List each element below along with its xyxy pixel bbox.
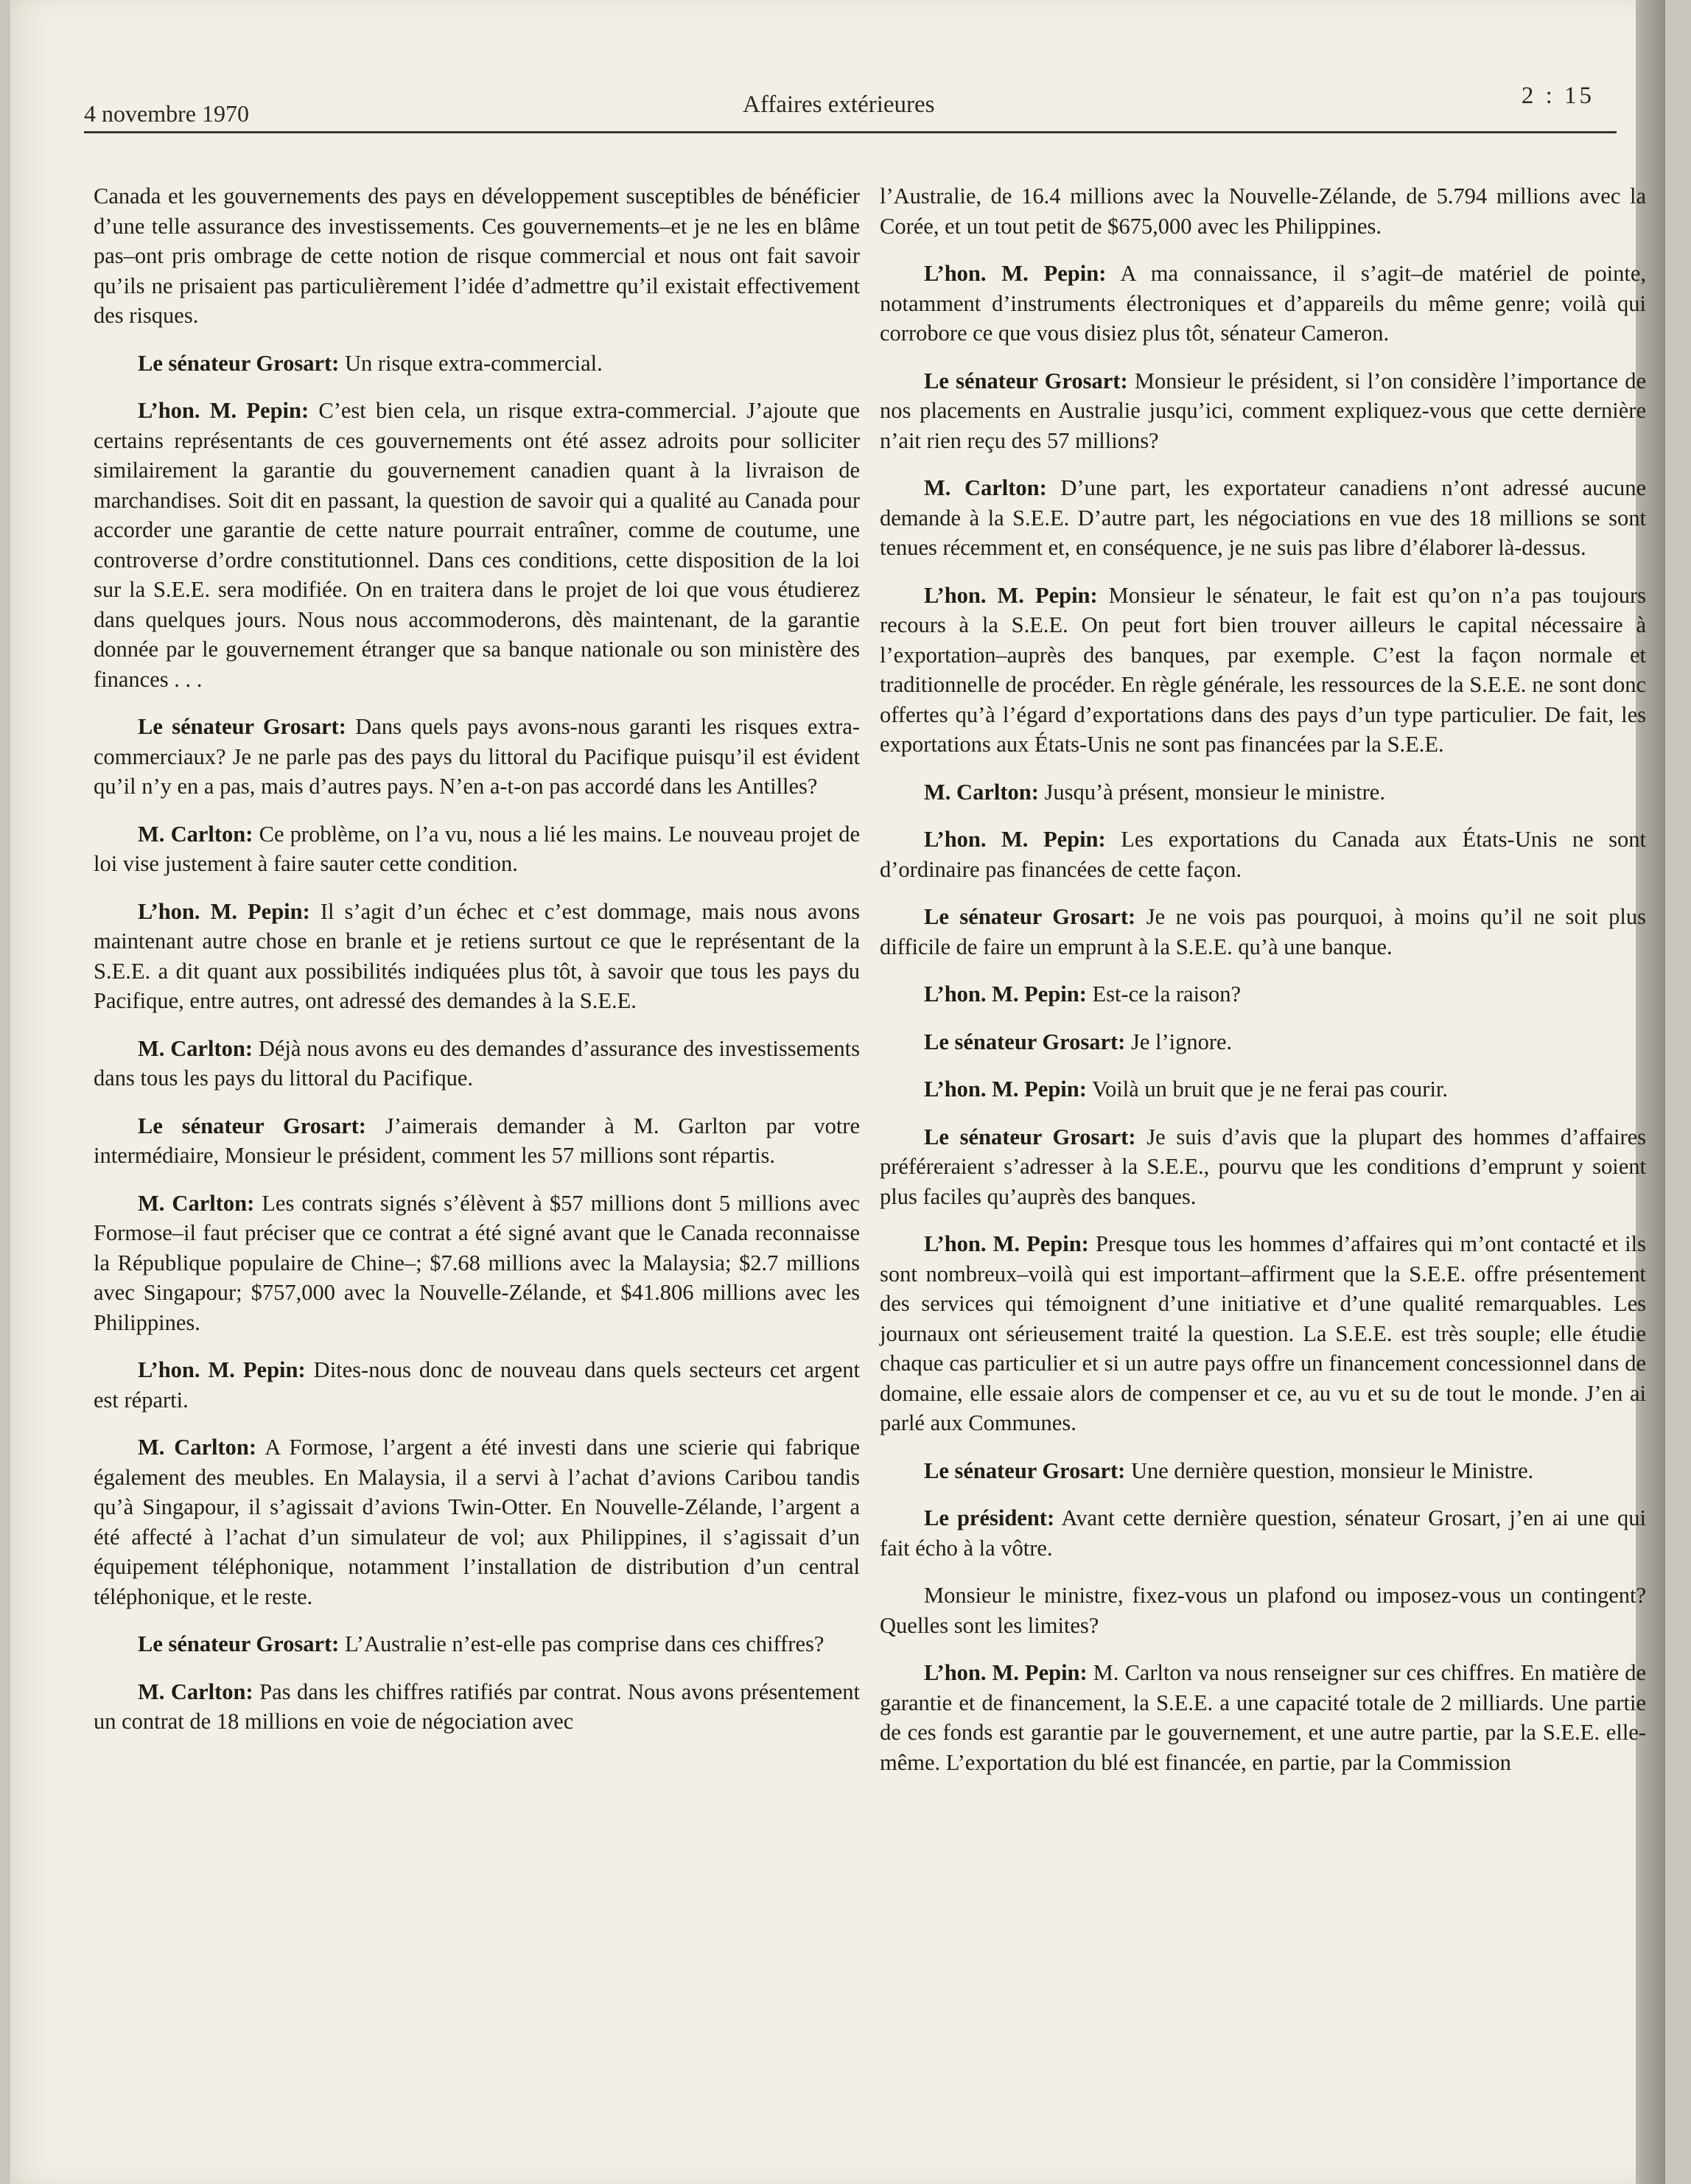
paragraph	[880, 1503, 1646, 1563]
paragraph-text: Je ne vois pas pourquoi, à moins qu’il ne soit plus difficile de faire un emprunt à la S.E.E. qu’à une banque.	[880, 904, 1647, 959]
speaker-name: L’hon. M. Pepin:	[138, 1357, 306, 1382]
speaker-name: M. Carlton:	[138, 1679, 253, 1704]
paragraph-text: M. Carlton va nous renseigner sur ces chiffres. En matière de garantie et de financement, la S.E.E. a une capacité totale de 2 milliards. Une partie de ces fonds est garantie par le gouvernement, et une autre partie, par la S.E.E. elle-même. L’exportation du blé est financée, en partie, par la Commission	[880, 1660, 1646, 1775]
speaker-name: L’hon. M. Pepin:	[924, 1231, 1089, 1256]
paragraph-text: Je suis d’avis que la plupart des hommes d’affaires préféreraient s’adresser à la S.E.E., pourvu que les conditions d’emprunt y soient plus faciles qu’auprès des banques.	[880, 1124, 1647, 1209]
speaker-name: M. Carlton:	[138, 1035, 253, 1061]
paragraph	[94, 819, 860, 879]
paragraph	[880, 979, 1646, 1009]
paragraph-text: Je l’ignore.	[1125, 1029, 1233, 1054]
paragraph	[94, 349, 860, 379]
speaker-name: L’hon. M. Pepin:	[138, 898, 310, 924]
paragraph-text: Est-ce la raison?	[1086, 981, 1242, 1007]
page-number: 2 : 15	[1521, 83, 1594, 109]
paragraph-text: D’une part, les exportateur canadiens n’ont adressé aucune demande à la S.E.E. D’autre part, les négociations en vue des 18 millions se sont tenues récemment et, en conséquence, je ne suis pas libre d’élaborer là-dessus.	[880, 475, 1647, 560]
paragraph	[94, 1189, 860, 1338]
paragraph-text: Les contrats signés s’élèvent à $57 millions dont 5 millions avec Formose–il faut préciser que ce contrat a été signé avant que le Canada reconnaisse la République populaire de Chine–; $7.68 millions avec la Malaysia; $2.7 millions avec Singapour; $757,000 avec la Nouvelle-Zélande, et $41.806 millions avec les Philippines.	[94, 1190, 860, 1335]
speaker-name: M. Carlton:	[138, 1435, 257, 1460]
paragraph	[94, 396, 860, 694]
paragraph-text: Canada et les gouvernements des pays en développement susceptibles de bénéficier d’une telle assurance des investissements. Ces gouvernements–et je ne les en blâme pas–ont pris ombrage de cette notion de risque commercial et nous ont fait savoir qu’ils ne prisaient pas particulièrement l’idée d’admettre qu’il existait effectivement des risques.	[94, 183, 860, 328]
paragraph-text: l’Australie, de 16.4 millions avec la Nouvelle-Zélande, de 5.794 millions avec la Corée, et un tout petit de $675,000 avec les Philippines.	[880, 183, 1646, 239]
speaker-name: Le sénateur Grosart:	[138, 350, 340, 376]
paragraph	[880, 1027, 1646, 1057]
paragraph	[880, 1229, 1646, 1438]
paragraph-text: C’est bien cela, un risque extra-commercial. J’ajoute que certains représentants de ces gouvernements ont été assez adroits pour solliciter similairement la garantie du gouvernement canadien quant à la livraison de marchandises. Soit dit en passant, la question de savoir qui a qualité au Canada pour accorder une garantie de cette nature pourrait entraîner, comme de coutume, une controverse d’ordre constitutionnel. Dans ces conditions, cette disposition de la loi sur la S.E.E. sera modifiée. On en traitera dans le projet de loi que vous étudierez dans quelques jours. Nous nous accommoderons, dès maintenant, de la garantie donnée par le gouvernement étranger que sa banque nationale ou son ministère des finances . . .	[94, 398, 860, 692]
paragraph	[880, 259, 1646, 349]
paragraph	[880, 1456, 1646, 1486]
left-column	[94, 181, 860, 1754]
speaker-name: Le sénateur Grosart:	[924, 904, 1136, 929]
paragraph-text: A Formose, l’argent a été investi dans une scierie qui fabrique également des meubles. En Malaysia, il a servi à l’achat d’avions Caribou tandis qu’à Singapour, il s’agissait d’avions Twin-Otter. En Nouvelle-Zélande, l’argent a été affecté à l’achat d’un simulateur de vol; aux Philippines, il s’agissait d’un équipement téléphonique, notamment l’installation de distribution d’un central téléphonique, et le reste.	[94, 1435, 860, 1609]
speaker-name: L’hon. M. Pepin:	[924, 1077, 1087, 1102]
paragraph-text: Il s’agit d’un échec et c’est dommage, mais nous avons maintenant autre chose en branle et je retiens surtout ce que le représentant de la S.E.E. a dit quant aux possibilités indiquées plus tôt, à savoir que tous les pays du Pacifique, entre autres, ont adressé des demandes à la S.E.E.	[94, 898, 861, 1013]
paragraph	[880, 902, 1646, 962]
speaker-name: Le sénateur Grosart:	[924, 1029, 1126, 1054]
header-rule	[84, 131, 1617, 133]
speaker-name: Le sénateur Grosart:	[138, 714, 346, 739]
paragraph-text: Monsieur le ministre, fixez-vous un plafond ou imposez-vous un contingent? Quelles sont les limites?	[880, 1583, 1646, 1638]
speaker-name: L’hon. M. Pepin:	[138, 398, 309, 423]
paragraph-text: Jusqu’à présent, monsieur le ministre.	[1038, 779, 1385, 805]
paragraph	[94, 712, 860, 802]
speaker-name: L’hon. M. Pepin:	[924, 261, 1107, 286]
paragraph	[94, 897, 860, 1016]
speaker-name: M. Carlton:	[924, 779, 1039, 805]
header-date: 4 novembre 1970	[84, 100, 249, 127]
paragraph	[880, 366, 1646, 456]
paragraph-text: Dans quels pays avons-nous garanti les risques extra-commerciaux? Je ne parle pas des pays du littoral du Pacifique puisqu’il est évident qu’il n’y en a pas, mais d’autres pays. N’en a-t-on pas accordé dans les Antilles?	[94, 714, 861, 799]
paragraph	[880, 1122, 1646, 1212]
speaker-name: Le président:	[924, 1505, 1055, 1530]
speaker-name: L’hon. M. Pepin:	[924, 827, 1106, 852]
paragraph-text: L’Australie n’est-elle pas comprise dans ces chiffres?	[339, 1631, 825, 1656]
paragraph-text: Une dernière question, monsieur le Ministre.	[1125, 1457, 1534, 1483]
paragraph-text: Presque tous les hommes d’affaires qui m’ont contacté et ils sont nombreux–voilà qui est important–affirment que la S.E.E. offre présentement des services qui témoignent d’une initiative et d’une qualité remarquables. Les journaux ont sérieusement traité la question. La S.E.E. est très souple; elle étudie chaque cas particulier et si un autre pays offre un financement concessionnel dans de domaine, elle essaie alors de compenser et ce, au vu et su de tout le monde. J’en ai parlé aux Communes.	[880, 1231, 1646, 1435]
page-header	[84, 85, 1617, 137]
paragraph-text: Avant cette dernière question, sénateur Grosart, j’en ai une qui fait écho à la vôtre.	[880, 1505, 1646, 1561]
document-page	[10, 0, 1665, 2184]
paragraph-text: J’aimerais demander à M. Garlton par votre intermédiaire, Monsieur le président, comment les 57 millions sont répartis.	[94, 1113, 861, 1168]
paragraph	[94, 181, 860, 331]
header-title: Affaires extérieures	[743, 91, 935, 118]
paragraph	[94, 1034, 860, 1093]
paragraph	[880, 825, 1646, 884]
paragraph-text: Pas dans les chiffres ratifiés par contrat. Nous avons présentement un contrat de 18 millions en voie de négociation avec	[94, 1679, 860, 1734]
speaker-name: M. Carlton:	[138, 821, 253, 847]
speaker-name: Le sénateur Grosart:	[924, 1457, 1126, 1483]
speaker-name: M. Carlton:	[924, 475, 1047, 500]
paragraph-text: Un risque extra-commercial.	[339, 350, 603, 376]
paragraph-text: Monsieur le président, si l’on considère l’importance de nos placements en Australie jusqu’ici, comment expliquez-vous que cette dernière n’ait rien reçu des 57 millions?	[880, 368, 1646, 453]
paragraph-text: Dites-nous donc de nouveau dans quels secteurs cet argent est réparti.	[94, 1357, 860, 1413]
speaker-name: M. Carlton:	[138, 1190, 255, 1216]
paragraph-text: A ma connaissance, il s’agit–de matériel de pointe, notamment d’instruments électroniques et d’appareils du même genre; voilà qui corrobore ce que vous disiez plus tôt, sénateur Cameron.	[880, 261, 1646, 346]
paragraph	[880, 473, 1646, 563]
paragraph	[880, 581, 1646, 760]
paragraph	[880, 777, 1646, 808]
paragraph	[94, 1629, 860, 1659]
paragraph-text: Les exportations du Canada aux États-Unis ne sont d’ordinaire pas financées de cette façon.	[880, 827, 1646, 882]
paragraph	[94, 1111, 860, 1171]
paragraph-text: Monsieur le sénateur, le fait est qu’on n’a pas toujours recours à la S.E.E. On peut fort bien trouver ailleurs le capital nécessaire à l’exportation–auprès des banques, par exemple. C’est la façon normale et traditionnelle de procéder. En règle générale, les ressources de la S.E.E. ne sont donc offertes qu’à l’égard d’exportations dans des pays d’un type particulier. De fait, les exportations aux États-Unis ne sont pas financées par la S.E.E.	[880, 582, 1647, 757]
speaker-name: Le sénateur Grosart:	[924, 1124, 1136, 1149]
speaker-name: L’hon. M. Pepin:	[924, 1660, 1088, 1685]
speaker-name: L’hon. M. Pepin:	[924, 582, 1098, 608]
paragraph	[880, 181, 1646, 241]
paragraph	[880, 1658, 1646, 1777]
speaker-name: Le sénateur Grosart:	[924, 368, 1128, 393]
paragraph	[94, 1432, 860, 1611]
paragraph	[94, 1677, 860, 1737]
paragraph	[880, 1074, 1646, 1105]
paragraph	[94, 1355, 860, 1415]
paragraph-text: Déjà nous avons eu des demandes d’assurance des investissements dans tous les pays du littoral du Pacifique.	[94, 1035, 860, 1091]
speaker-name: L’hon. M. Pepin:	[924, 981, 1087, 1007]
right-column	[880, 181, 1646, 1795]
speaker-name: Le sénateur Grosart:	[138, 1631, 340, 1656]
speaker-name: Le sénateur Grosart:	[138, 1113, 366, 1138]
paragraph-text: Voilà un bruit que je ne ferai pas courir.	[1086, 1077, 1449, 1102]
paragraph-text: Ce problème, on l’a vu, nous a lié les mains. Le nouveau projet de loi vise justement à faire sauter cette condition.	[94, 821, 860, 876]
paragraph	[880, 1581, 1646, 1640]
